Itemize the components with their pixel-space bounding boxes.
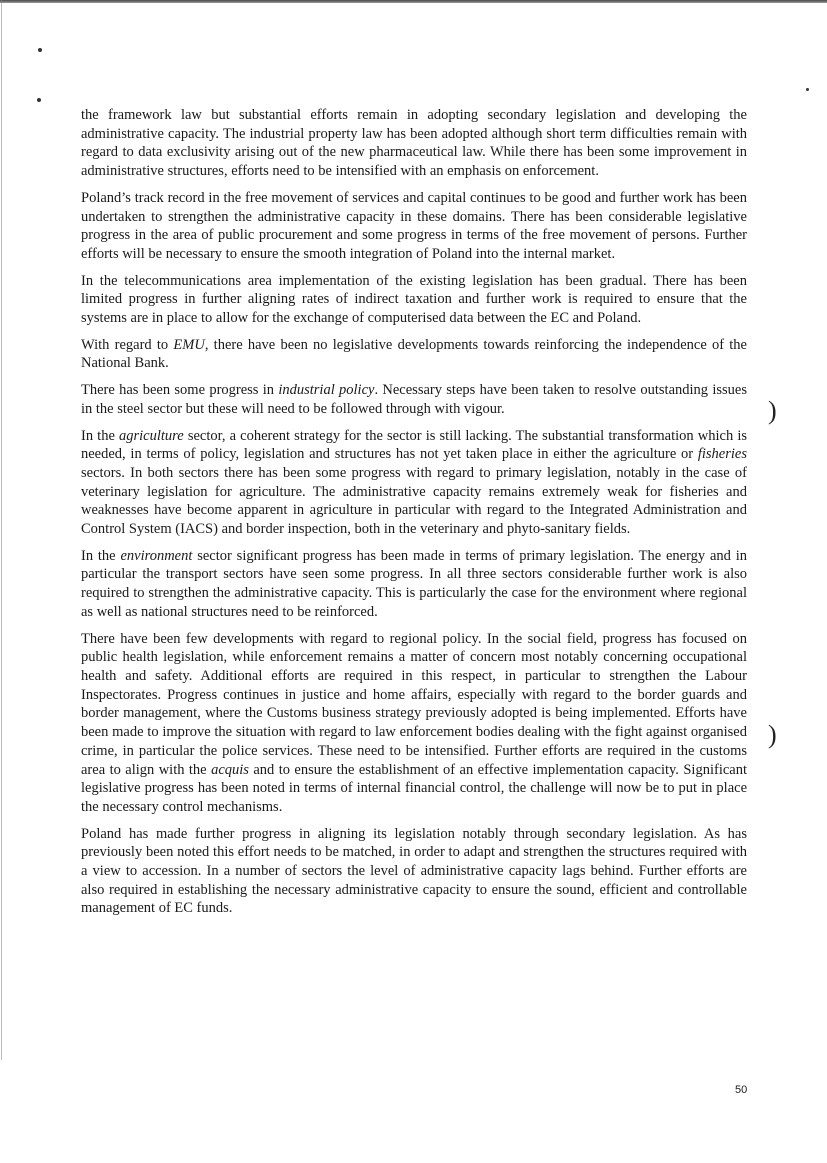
paragraph (81, 630, 747, 817)
italic-term: environment (120, 547, 193, 564)
paragraph (81, 825, 747, 919)
scan-speck (37, 98, 41, 102)
scan-edge-left (1, 0, 2, 1060)
text-run: , there have been no legislative developments towards reinforcing the independence of the National Bank. (81, 336, 747, 372)
italic-term: fisheries (697, 446, 747, 463)
text-run: In the (81, 427, 120, 444)
italic-term: acquis (211, 761, 249, 778)
text-run: sectors. In both sectors there has been some progress with regard to primary legislation, notably in the case of veterinary legislation for agriculture. The administrative capacity remains extremely weak for fisheries and weaknesses have become apparent in agriculture in particular with regard to the Integrated Administration and Control System (IACS) and border inspection, both in the veterinary and phyto-sanitary fields. (81, 464, 747, 538)
italic-term: industrial policy (278, 382, 375, 399)
italic-term: agriculture (119, 427, 184, 444)
text-run: With regard to (81, 336, 174, 353)
paragraph (81, 106, 747, 181)
text-run: There has been some progress in (81, 382, 279, 399)
paragraph (81, 189, 747, 264)
text-run: and to ensure the establishment of an effective implementation capacity. Significant legislative progress has been noted in terms of internal financial control, the challenge will now be to put in place the necessary control mechanisms. (81, 761, 747, 815)
text-run: the framework law but substantial efforts remain in adopting secondary legislation and developing the administrative capacity. The industrial property law has been adopted although short term difficulties remain with regard to data exclusivity arising out of the new pharmaceutical law. While there has been some improvement in administrative structures, efforts need to be intensified with an emphasis on enforcement. (81, 107, 747, 180)
text-run: Poland has made further progress in aligning its legislation notably through secondary legislation. As has previously been noted this effort needs to be matched, in order to adapt and strengthen the structures required with a view to accession. In a number of sectors the level of administrative capacity lags behind. Further efforts are also required in establishing the necessary administrative capacity to ensure the sound, efficient and controllable management of EC funds. (81, 825, 747, 917)
paragraph (81, 336, 747, 373)
paragraph (81, 272, 747, 328)
scan-edge-top (0, 0, 827, 3)
scan-speck (806, 88, 809, 91)
paragraph (81, 381, 747, 418)
text-run: In the telecommunications area implementation of the existing legislation has been gradual. There has been limited progress in further aligning rates of indirect taxation and further work is required to ensure that the systems are in place to allow for the exchange of computerised data between the EC and Poland. (81, 272, 747, 327)
margin-mark: ) (768, 396, 777, 425)
text-run: In the (81, 547, 121, 564)
scan-speck (38, 48, 42, 52)
text-run: sector, a coherent strategy for the sector is still lacking. The substantial transformation which is needed, in terms of policy, legislation and structures has not yet taken place in either the agriculture or (81, 427, 747, 463)
page-number: 50 (735, 1084, 748, 1096)
text-run: sector significant progress has been made in terms of primary legislation. The energy and in particular the transport sectors have seen some progress. In all three sectors considerable further work is also required to strengthen the administrative capacity. This is particularly the case for the environment where regional as well as national structures need to be reinforced. (81, 547, 748, 620)
text-run: There have been few developments with regard to regional policy. In the social field, progress has focused on public health legislation, while enforcement remains a matter of concern most notably concerning occupational health and safety. Additional efforts are required in this respect, in particular to strengthen the Labour Inspectorates. Progress continues in justice and home affairs, especially with regard to the border guards and border management, where the Customs business strategy previously adopted is being implemented. Efforts have been made to improve the situation with regard to law enforcement bodies dealing with the fight against organised crime, in particular the police services. These need to be intensified. Further efforts are required in the customs area to align with the (81, 630, 747, 778)
paragraph (81, 427, 747, 539)
margin-mark: ) (768, 720, 777, 749)
text-run: Poland’s track record in the free movement of services and capital continues to be good and further work has been undertaken to strengthen the administrative capacity in these domains. There has been considerable legislative progress in the area of public procurement and some progress in terms of the free movement of persons. Further efforts will be necessary to ensure the smooth integration of Poland into the internal market. (81, 189, 747, 262)
italic-term: EMU (173, 336, 205, 353)
text-run: . Necessary steps have been taken to resolve outstanding issues in the steel sector but these will need to be followed through with vigour. (81, 382, 747, 417)
document-body (81, 106, 747, 926)
paragraph (81, 547, 747, 622)
